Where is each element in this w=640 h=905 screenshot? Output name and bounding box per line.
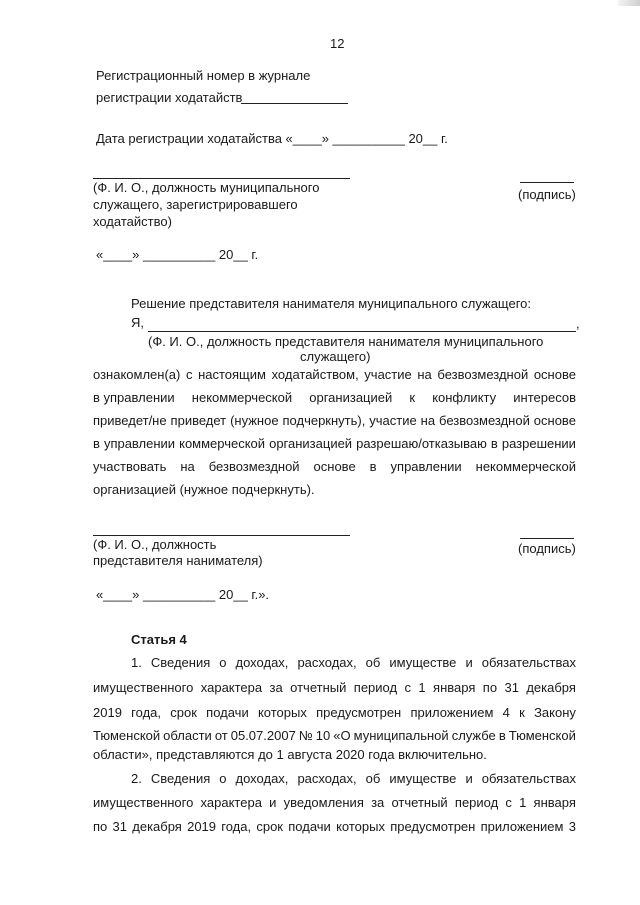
word: характера bbox=[200, 795, 262, 810]
word: имущественного bbox=[93, 795, 194, 810]
employer-signature-blank bbox=[520, 538, 574, 539]
word: на bbox=[420, 413, 436, 428]
article-p1-last-line: области», представляются до 1 августа 2020 года включительно. bbox=[93, 747, 487, 762]
word: управлении bbox=[390, 459, 462, 474]
registration-date-line: Дата регистрации ходатайства «____» __________ 20__ г. bbox=[96, 131, 448, 146]
employer-fio-caption-line2: представителя нанимателя) bbox=[93, 553, 263, 568]
article-p2-line bbox=[93, 819, 576, 835]
decision-body-last-line: организацией (нужное подчеркнуть). bbox=[93, 482, 315, 497]
word: по bbox=[93, 819, 108, 834]
registrar-fio-blank bbox=[93, 178, 350, 179]
word: организацией bbox=[309, 390, 393, 405]
word: в bbox=[369, 459, 377, 474]
word: к bbox=[519, 705, 525, 720]
decision-body-line bbox=[93, 413, 576, 429]
word: области bbox=[163, 728, 212, 743]
registrar-fio-caption-line1: (Ф. И. О., должность муниципального bbox=[93, 180, 320, 195]
word: приложением bbox=[480, 819, 564, 834]
word: года, bbox=[221, 819, 252, 834]
word: доходах, bbox=[235, 655, 289, 670]
word: об bbox=[365, 655, 381, 670]
page-corner-mark bbox=[618, 0, 640, 6]
word: муниципальной bbox=[353, 728, 449, 743]
word: 31 bbox=[504, 680, 519, 695]
word: организацией bbox=[269, 436, 353, 451]
word: обязательствах bbox=[481, 771, 576, 786]
decision-fio-blank bbox=[148, 331, 576, 332]
word: участие bbox=[369, 413, 417, 428]
registration-label-line1: Регистрационный номер в журнале bbox=[96, 68, 311, 83]
word: которых bbox=[336, 819, 385, 834]
word: период bbox=[353, 680, 398, 695]
word: 31 bbox=[112, 819, 127, 834]
word: 2019 bbox=[93, 705, 122, 720]
word: интересов bbox=[513, 390, 576, 405]
word: приведет/не bbox=[93, 413, 167, 428]
word: приведет bbox=[170, 413, 227, 428]
word: разрешении bbox=[501, 436, 576, 451]
decision-heading: Решение представителя нанимателя муниципального служащего: bbox=[131, 296, 531, 311]
word: в bbox=[93, 436, 100, 451]
word: настоящим bbox=[198, 367, 266, 382]
word: 3 bbox=[568, 819, 576, 834]
word: подачи bbox=[206, 705, 249, 720]
word: 2019 bbox=[187, 819, 217, 834]
word: Сведения bbox=[150, 655, 211, 670]
registrar-signature-blank bbox=[520, 182, 574, 183]
word: и bbox=[465, 771, 473, 786]
article-p1-line bbox=[93, 680, 576, 696]
word: Тюменской bbox=[93, 728, 161, 743]
word: ознакомлен(а) bbox=[93, 367, 181, 382]
word: безвозмездной bbox=[439, 413, 530, 428]
word: от bbox=[214, 728, 228, 743]
decision-fio-caption-line1: (Ф. И. О., должность представителя нанимателя муниципального bbox=[148, 334, 544, 349]
word: имущественного bbox=[93, 680, 194, 695]
word: расходах, bbox=[297, 655, 357, 670]
word: подчеркнуть), bbox=[282, 413, 366, 428]
word: об bbox=[365, 771, 381, 786]
word: приложением bbox=[410, 705, 494, 720]
article-p1-line bbox=[93, 728, 576, 744]
word: предусмотрен bbox=[316, 705, 402, 720]
word: на bbox=[180, 459, 195, 474]
word: основе bbox=[313, 459, 356, 474]
word: по bbox=[482, 680, 498, 695]
word: с bbox=[185, 367, 193, 382]
word: имуществе bbox=[389, 655, 457, 670]
employer-date-line: «____» __________ 20__ г.». bbox=[96, 587, 270, 602]
word: декабря bbox=[132, 819, 182, 834]
word: срок bbox=[256, 819, 283, 834]
word: участвовать bbox=[93, 459, 167, 474]
article-title: Статья 4 bbox=[131, 632, 187, 647]
registrar-date-line: «____» __________ 20__ г. bbox=[96, 247, 259, 262]
word: имуществе bbox=[389, 771, 457, 786]
word: уведомления bbox=[283, 795, 364, 810]
word: 2. bbox=[131, 771, 142, 786]
word: за bbox=[269, 680, 283, 695]
word: за bbox=[371, 795, 385, 810]
page-number: 12 bbox=[330, 36, 345, 51]
word: участие bbox=[364, 367, 412, 382]
article-p2-line bbox=[131, 771, 576, 787]
word: отчетный bbox=[290, 680, 347, 695]
word: некоммерческой bbox=[191, 390, 293, 405]
word: 4 bbox=[502, 705, 510, 720]
word: доходах, bbox=[235, 771, 289, 786]
word: Сведения bbox=[150, 771, 211, 786]
word: подачи bbox=[288, 819, 331, 834]
word: и bbox=[465, 655, 473, 670]
word: января bbox=[533, 795, 576, 810]
employer-fio-blank bbox=[93, 535, 350, 536]
word: года, bbox=[131, 705, 161, 720]
word: о bbox=[219, 655, 227, 670]
word: отчетный bbox=[391, 795, 448, 810]
word: с bbox=[505, 795, 512, 810]
article-p2-line bbox=[93, 795, 576, 811]
word: службе bbox=[451, 728, 496, 743]
word: 10 bbox=[315, 728, 331, 743]
word: которых bbox=[257, 705, 307, 720]
word: коммерческой bbox=[179, 436, 266, 451]
word: января bbox=[433, 680, 476, 695]
word: 1. bbox=[131, 655, 142, 670]
word: управлении bbox=[103, 436, 176, 451]
decision-ya-label: Я, bbox=[131, 315, 144, 330]
word: № bbox=[298, 728, 313, 743]
word: период bbox=[454, 795, 499, 810]
word: Тюменской bbox=[508, 728, 576, 743]
word: основе bbox=[533, 367, 576, 382]
decision-fio-caption-line2: служащего) bbox=[300, 349, 371, 364]
decision-body-line bbox=[93, 436, 576, 452]
registrar-fio-caption-line3: ходатайство) bbox=[93, 214, 172, 229]
word: (нужное bbox=[230, 413, 279, 428]
word: в bbox=[498, 728, 506, 743]
employer-fio-caption-line1: (Ф. И. О., должность bbox=[93, 537, 217, 552]
word: предусмотрен bbox=[390, 819, 476, 834]
word: безвозмездной bbox=[437, 367, 529, 382]
word: обязательствах bbox=[481, 655, 576, 670]
word: 1 bbox=[519, 795, 527, 810]
article-p1-line bbox=[93, 705, 576, 721]
word: ходатайством, bbox=[271, 367, 359, 382]
word: 05.07.2007 bbox=[230, 728, 296, 743]
word: характера bbox=[200, 680, 263, 695]
word: в управлении bbox=[93, 390, 175, 405]
word: и bbox=[269, 795, 277, 810]
word: о bbox=[219, 771, 227, 786]
word: в bbox=[490, 436, 498, 451]
registrar-signature-caption: (подпись) bbox=[518, 187, 576, 202]
word: расходах, bbox=[297, 771, 357, 786]
word: некоммерческой bbox=[475, 459, 576, 474]
decision-ya-comma: , bbox=[576, 316, 580, 331]
word: основе bbox=[533, 413, 576, 428]
decision-body-line bbox=[93, 390, 576, 406]
word: безвозмездной bbox=[208, 459, 300, 474]
article-p1-line bbox=[131, 655, 576, 671]
decision-body-line bbox=[93, 459, 576, 475]
registration-label-line2: регистрации ходатайств bbox=[96, 90, 243, 105]
word: с bbox=[404, 680, 411, 695]
word: срок bbox=[170, 705, 197, 720]
decision-body-line bbox=[93, 367, 576, 383]
word: Закону bbox=[534, 705, 576, 720]
word: на bbox=[417, 367, 432, 382]
word: «О bbox=[333, 728, 351, 743]
registrar-fio-caption-line2: служащего, зарегистрировавшего bbox=[93, 197, 298, 212]
word: конфликту bbox=[432, 390, 497, 405]
word: разрешаю/отказываю bbox=[356, 436, 487, 451]
employer-signature-caption: (подпись) bbox=[518, 541, 576, 556]
registration-number-blank bbox=[241, 103, 348, 104]
word: к bbox=[409, 390, 416, 405]
word: декабря bbox=[526, 680, 576, 695]
word: 1 bbox=[418, 680, 426, 695]
